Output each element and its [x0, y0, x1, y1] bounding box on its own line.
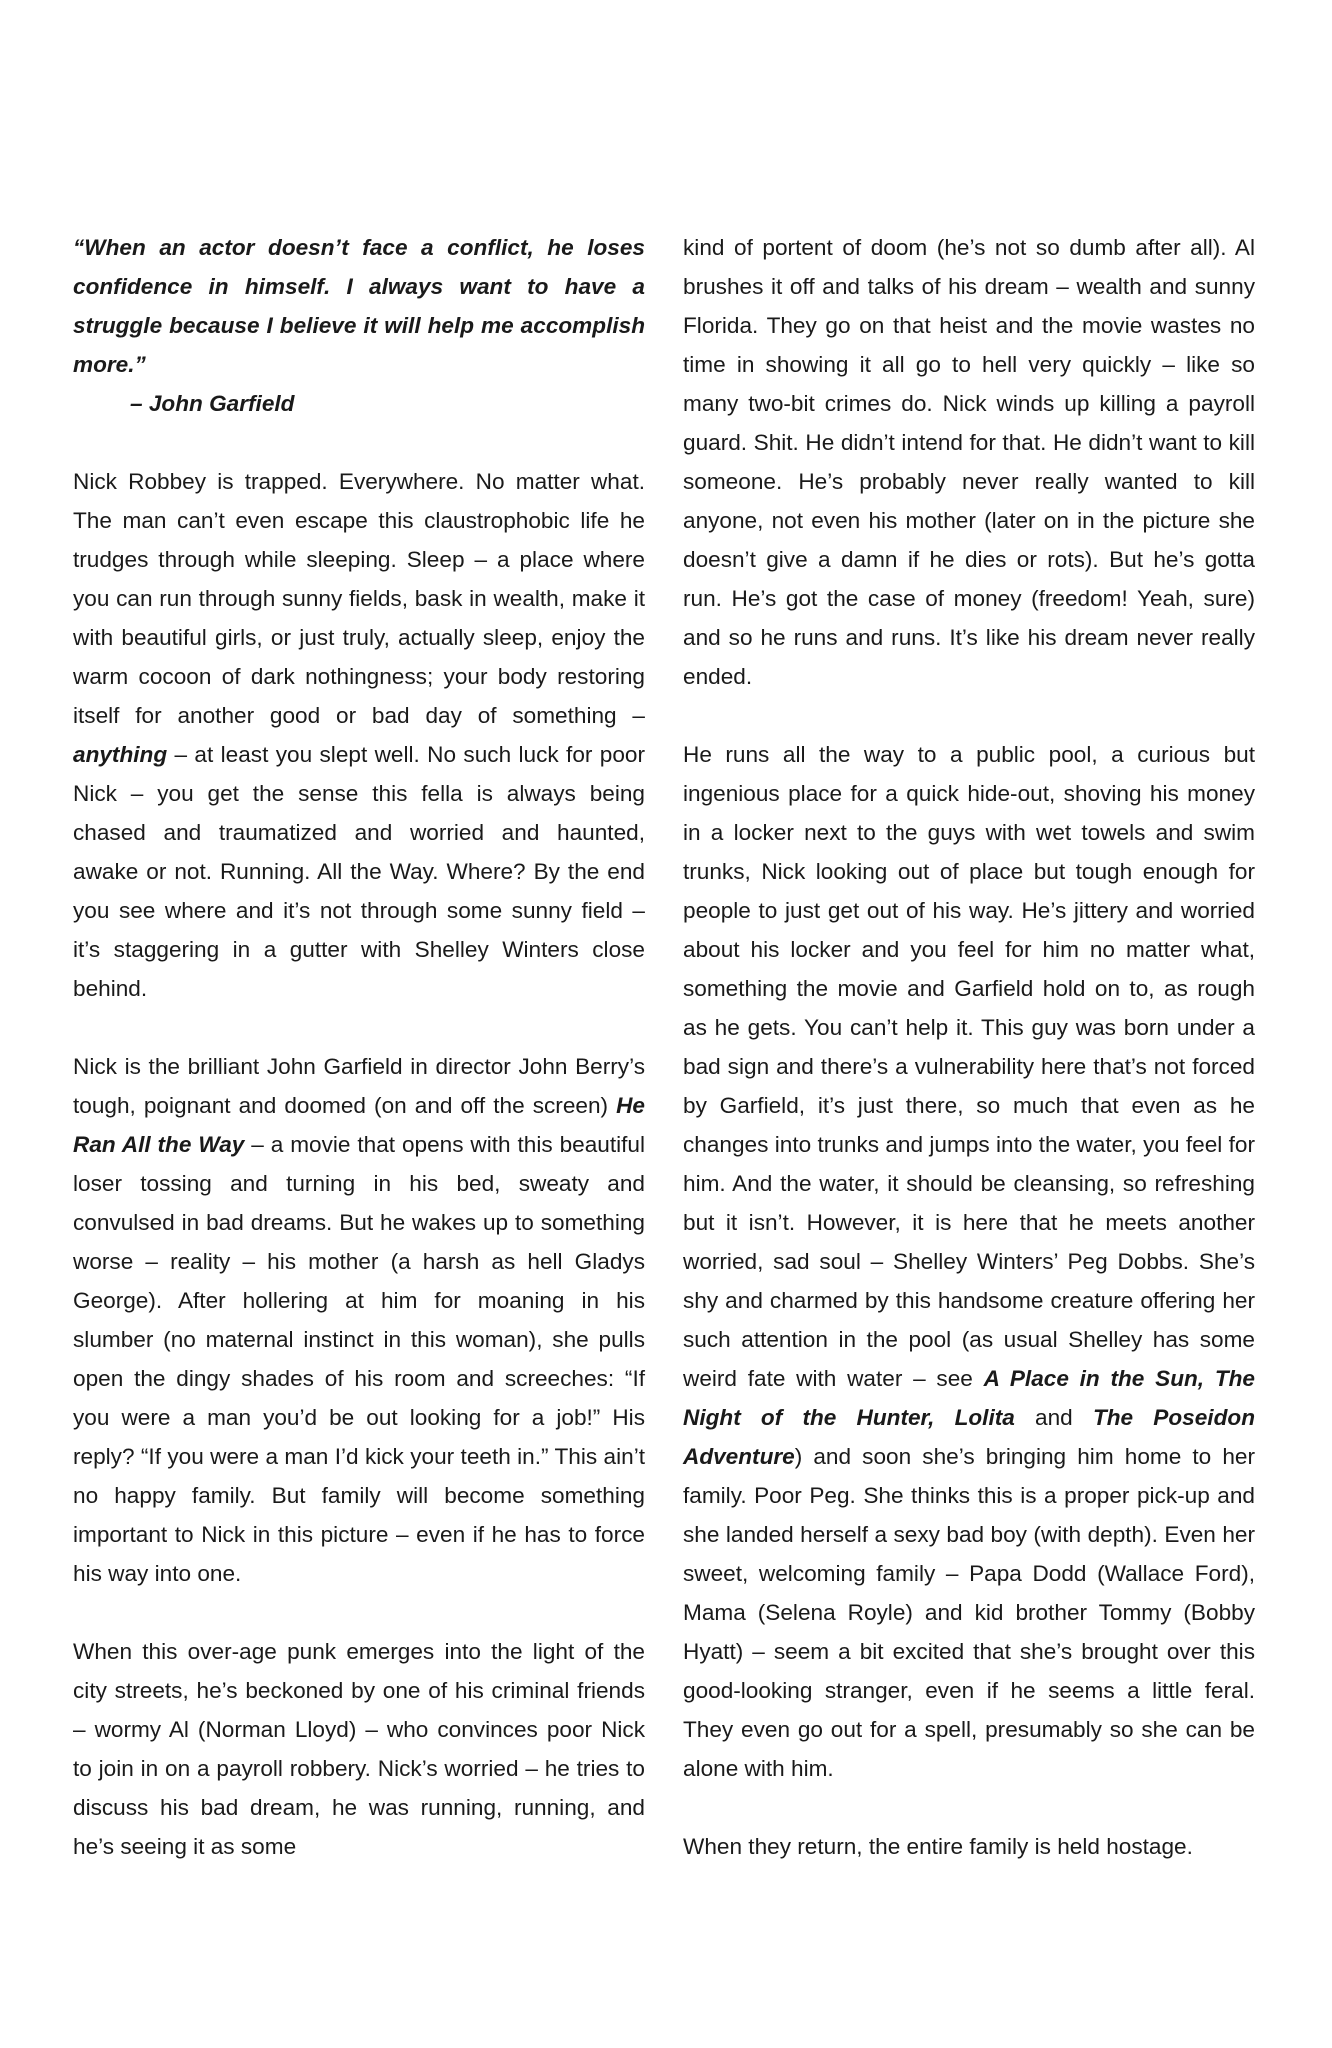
left-column [73, 228, 645, 1866]
paragraph-text: – at least you slept well. No such luck for poor Nick – you get the sense this fella is always being chased and traumatized and worried and haunted, awake or not. Running. All the Way. Where? By the end you see where and it’s not through some sunny field – it’s staggering in a gutter with Shelley Winters close behind. [73, 742, 645, 1001]
right-column [683, 228, 1255, 1866]
emphasis-text: anything [73, 742, 168, 767]
paragraph-text: Nick is the brilliant John Garfield in director John Berry’s tough, poignant and doomed (on and off the screen) [73, 1054, 645, 1118]
paragraph-text: He runs all the way to a public pool, a curious but ingenious place for a quick hide-out, shoving his money in a locker next to the guys with wet towels and swim trunks, Nick looking out of place but tough enough for people to just get out of his way. He’s jittery and worried about his locker and you feel for him no matter what, something the movie and Garfield hold on to, as rough as he gets. You can’t help it. This guy was born under a bad sign and there’s a vulnerability here that’s not forced by Garfield, it’s just there, so much that even as he changes into trunks and jumps into the water, you feel for him. And the water, it should be cleansing, so refreshing but it isn’t. However, it is here that he meets another worried, sad soul – Shelley Winters’ Peg Dobbs. She’s shy and charmed by this handsome creature offering her such attention in the pool (as usual Shelley has some weird fate with water – see [683, 742, 1255, 1391]
body-paragraph [73, 462, 645, 1008]
epigraph-quote: “When an actor doesn’t face a conflict, he loses confidence in himself. I always want to have a struggle because I believe it will help me accomplish more.” [73, 235, 645, 377]
film-title: The Poseidon Adventure [683, 1405, 1255, 1469]
body-paragraph: When this over-age punk emerges into the light of the city streets, he’s beckoned by one of his criminal friends – wormy Al (Norman Lloyd) – who convinces poor Nick to join in on a payroll robbery. Nick’s worried – he tries to discuss his bad dream, he was running, running, and he’s seeing it as some [73, 1639, 645, 1859]
film-title: He Ran All the Way [73, 1093, 645, 1157]
paragraph-text: Nick Robbey is trapped. Everywhere. No matter what. The man can’t even escape this claustrophobic life he trudges through while sleeping. Sleep – a place where you can run through sunny fields, bask in wealth, make it with beautiful girls, or just truly, actually sleep, enjoy the warm cocoon of dark nothingness; your body restoring itself for another good or bad day of something – [73, 469, 645, 728]
film-titles: A Place in the Sun, The Night of the Hunter, Lolita [683, 1366, 1255, 1430]
paragraph-text: and [1014, 1405, 1093, 1430]
body-paragraph: kind of portent of doom (he’s not so dumb after all). Al brushes it off and talks of his dream – wealth and sunny Florida. They go on that heist and the movie wastes no time in showing it all go to hell very quickly – like so many two-bit crimes do. Nick winds up killing a payroll guard. Shit. He didn’t intend for that. He didn’t want to kill someone. He’s probably never really wanted to kill anyone, not even his mother (later on in the picture she doesn’t give a damn if he dies or rots). But he’s gotta run. He’s got the case of money (freedom! Yeah, sure) and so he runs and runs. It’s like his dream never really ended. [683, 235, 1255, 689]
body-paragraph [73, 1047, 645, 1593]
body-paragraph [683, 735, 1255, 1788]
body-paragraph: When they return, the entire family is held hostage. [683, 1834, 1193, 1859]
epigraph-attribution: – John Garfield [130, 391, 295, 416]
paragraph-text: ) and soon she’s bringing him home to her family. Poor Peg. She thinks this is a proper pick-up and she landed herself a sexy bad boy (with depth). Even her sweet, welcoming family – Papa Dodd (Wallace Ford), Mama (Selena Royle) and kid brother Tommy (Bobby Hyatt) – seem a bit excited that she’s brought over this good-looking stranger, even if he seems a little feral. They even go out for a spell, presumably so she can be alone with him. [683, 1444, 1255, 1781]
paragraph-text: – a movie that opens with this beautiful loser tossing and turning in his bed, sweaty and convulsed in bad dreams. But he wakes up to something worse – reality – his mother (a harsh as hell Gladys George). After hollering at him for moaning in his slumber (no maternal instinct in this woman), she pulls open the dingy shades of his room and screeches: “If you were a man you’d be out looking for a job!” His reply? “If you were a man I’d kick your teeth in.” This ain’t no happy family. But family will become something important to Nick in this picture – even if he has to force his way into one. [73, 1132, 645, 1586]
